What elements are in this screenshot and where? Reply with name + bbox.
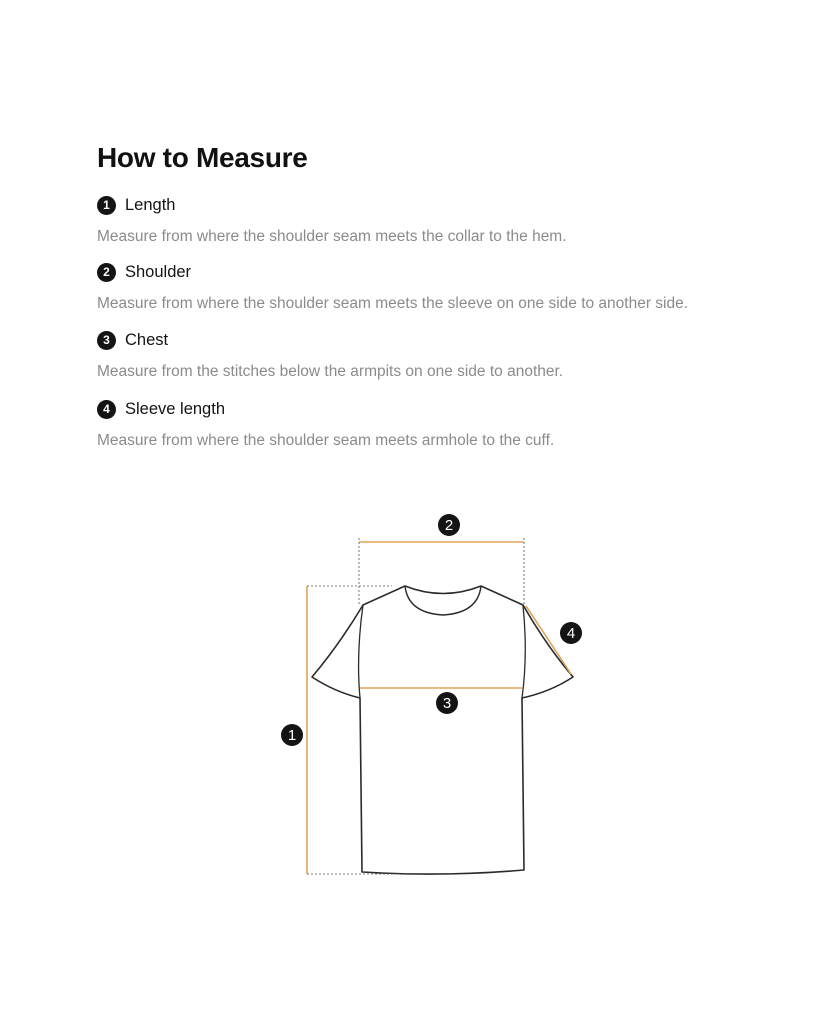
tshirt-outline	[312, 586, 576, 874]
measurement-chest	[97, 329, 797, 381]
page-title: How to Measure	[97, 142, 308, 173]
marker-2	[438, 514, 460, 536]
measurement-label: Chest	[125, 330, 169, 349]
tshirt-right-armhole	[522, 605, 525, 698]
measurement-description: Measure from where the shoulder seam meets the sleeve on one side to another side.	[97, 295, 689, 312]
svg-text:3: 3	[442, 695, 452, 712]
measurement-label: Sleeve length	[125, 399, 225, 418]
tshirt-left-armhole	[359, 605, 363, 698]
measurement-description: Measure from the stitches below the armpits on one side to another.	[97, 363, 564, 380]
number-badge-3: 3	[97, 331, 116, 350]
marker-3	[436, 692, 458, 714]
number-badge-4: 4	[97, 400, 116, 419]
number-badge-2: 2	[97, 263, 116, 282]
marker-4	[560, 622, 582, 644]
measurement-length	[97, 194, 797, 246]
measurement-description: Measure from where the shoulder seam meets armhole to the cuff.	[97, 432, 555, 449]
measurement-description: Measure from where the shoulder seam meets the collar to the hem.	[97, 228, 567, 245]
number-badge-1: 1	[97, 196, 116, 215]
measurement-label: Shoulder	[125, 262, 192, 281]
measurement-sleeve-length	[97, 398, 797, 450]
tshirt-measurement-diagram	[270, 505, 600, 895]
svg-text:2: 2	[444, 517, 454, 534]
marker-1	[281, 724, 303, 746]
svg-text:1: 1	[287, 727, 297, 744]
measurement-label: Length	[125, 195, 176, 214]
measurement-shoulder	[97, 261, 797, 313]
svg-text:4: 4	[566, 625, 576, 642]
